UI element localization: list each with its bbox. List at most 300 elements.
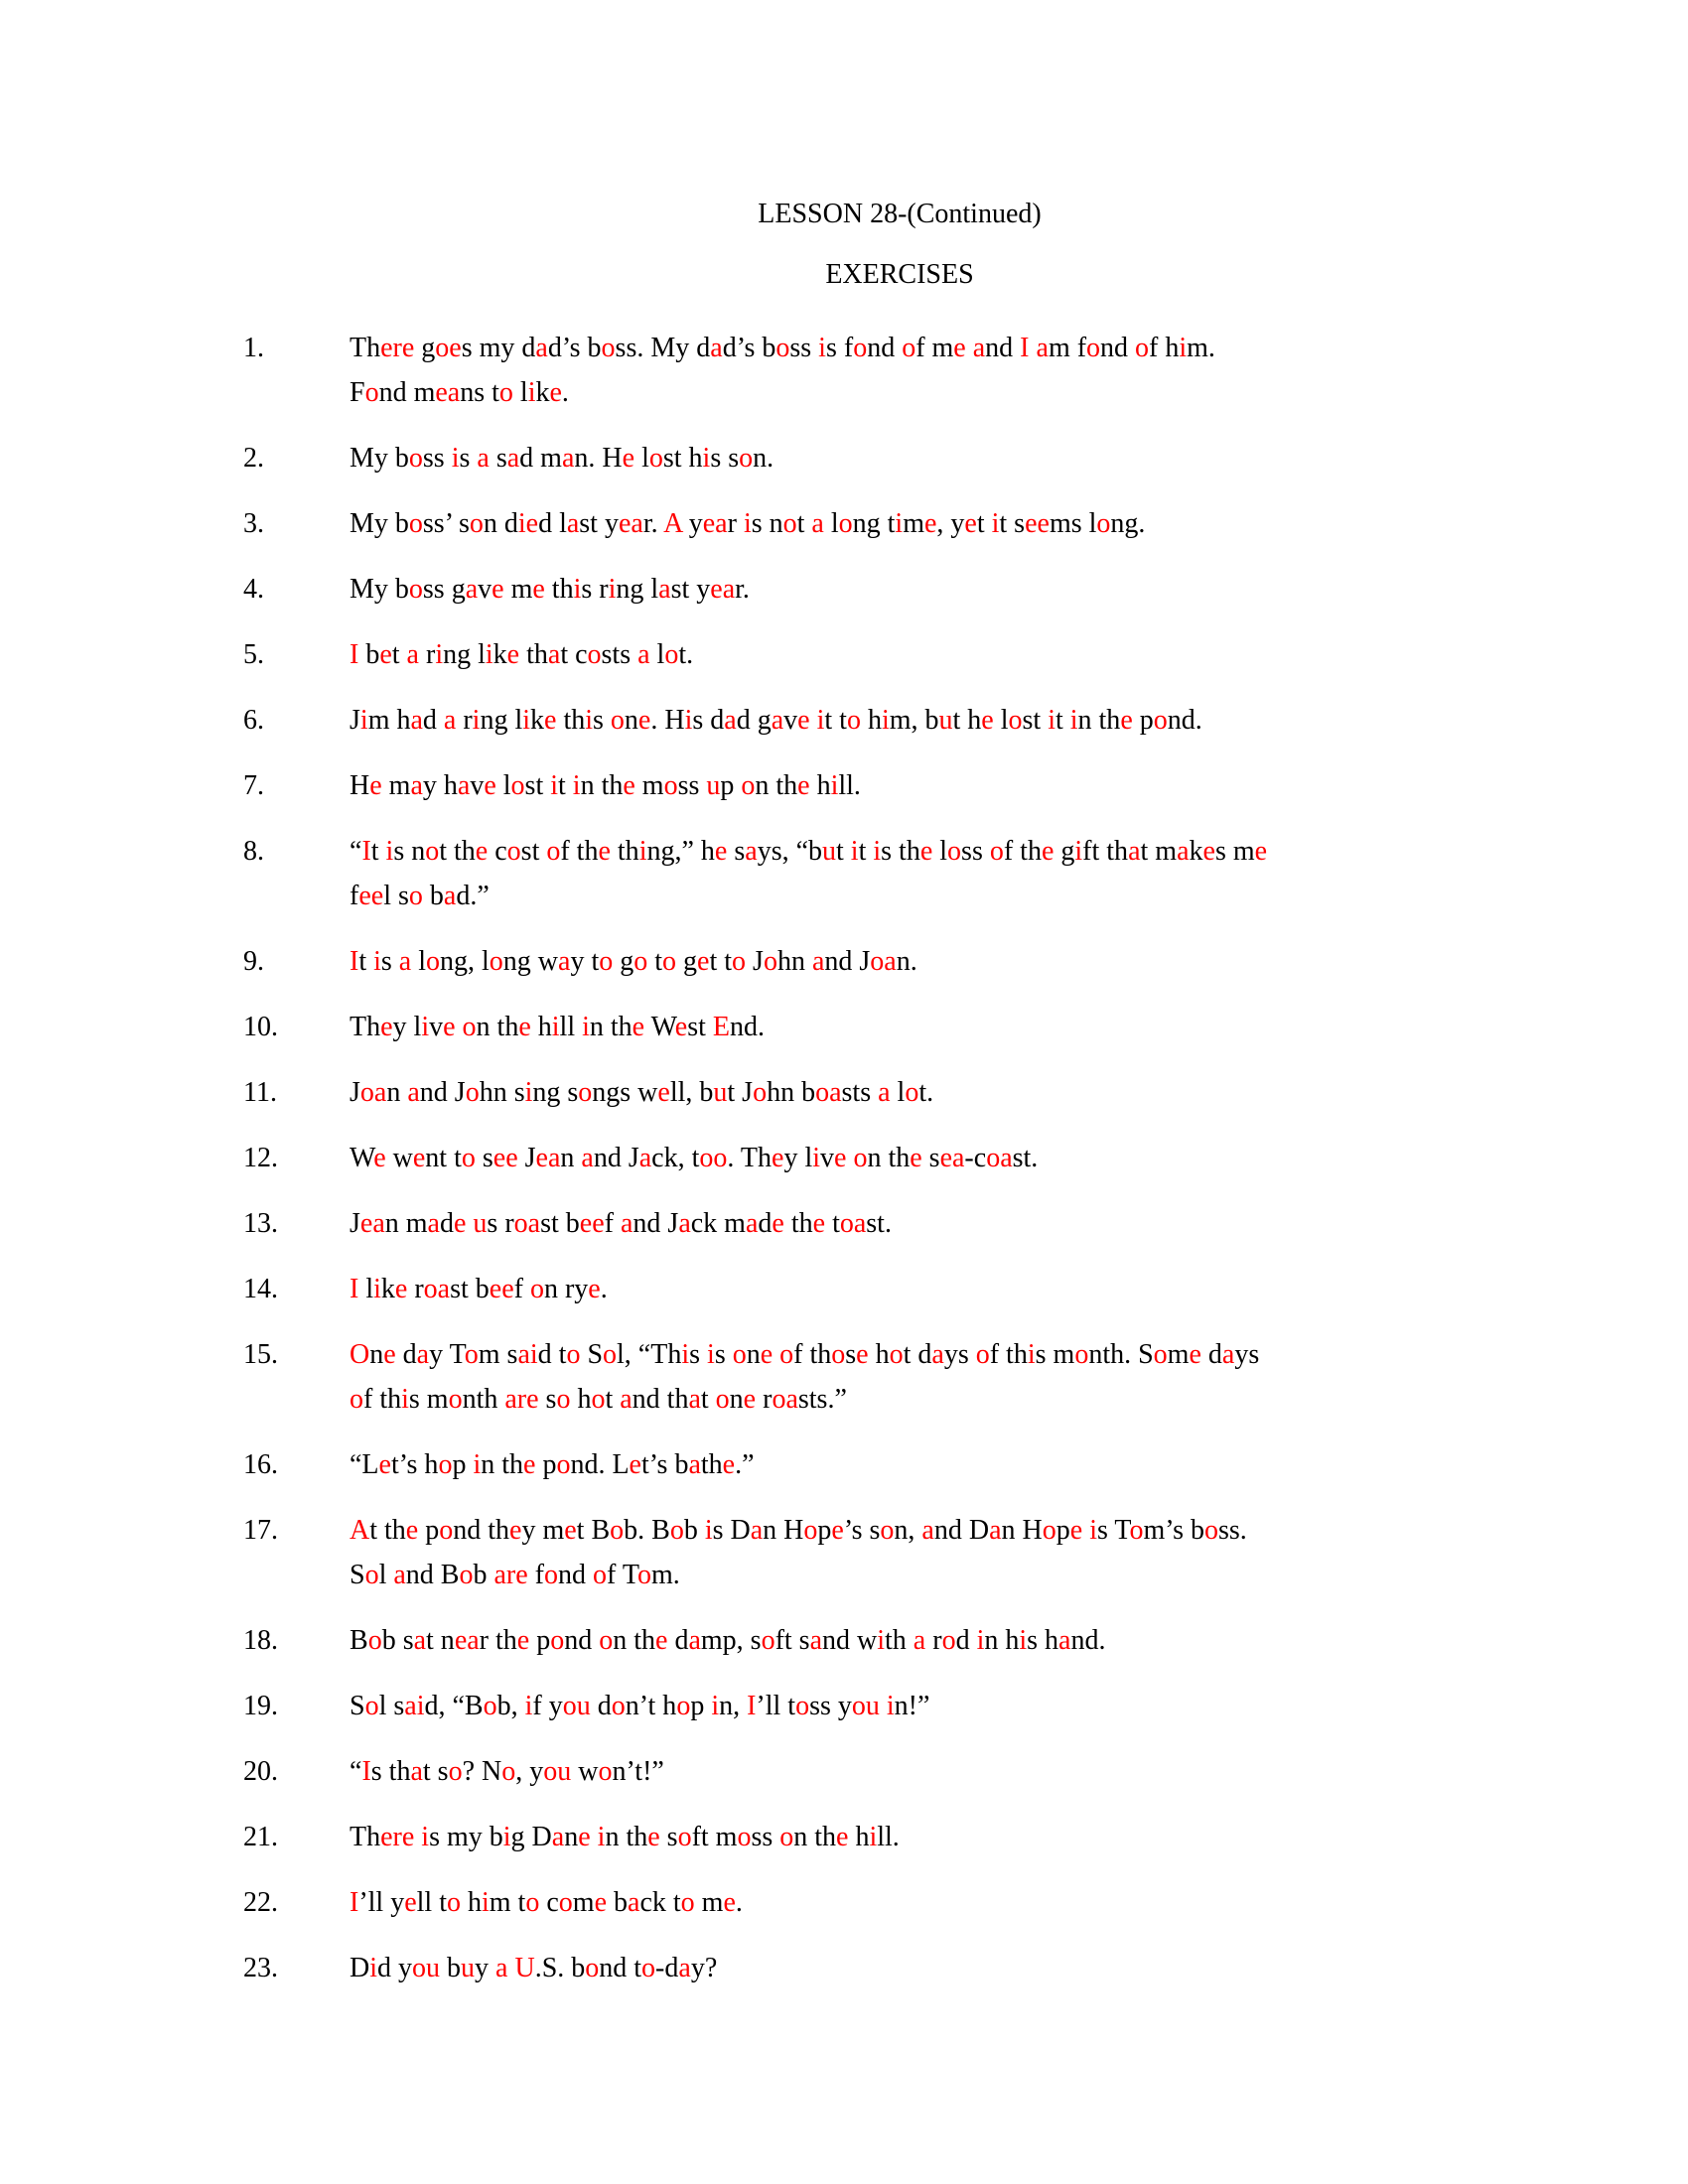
- red-letter: o: [662, 946, 677, 977]
- red-letter: a: [989, 1515, 1002, 1546]
- red-letter: e: [647, 1822, 660, 1852]
- red-letter: i: [550, 770, 559, 801]
- red-letter: u: [822, 836, 837, 867]
- red-letter: a: [457, 770, 471, 801]
- red-letter: e: [380, 1012, 393, 1042]
- red-letter: o: [902, 333, 916, 363]
- red-letter: e: [919, 836, 933, 867]
- red-letter: o: [669, 1515, 684, 1546]
- exercise-number: 3.: [243, 508, 264, 539]
- red-letter: o: [1135, 333, 1150, 363]
- exercise-text: [350, 763, 1450, 808]
- red-letter: o: [448, 1384, 463, 1415]
- red-letter: o: [1008, 705, 1023, 736]
- red-letter: u: [938, 705, 953, 736]
- red-letter: o: [546, 836, 561, 867]
- red-letter: are: [493, 1560, 528, 1590]
- red-letter: e: [836, 1822, 849, 1852]
- red-letter: o: [1153, 1339, 1168, 1370]
- red-letter: a: [410, 705, 423, 736]
- red-letter: i: [573, 574, 582, 605]
- red-letter: o: [741, 770, 756, 801]
- red-letter: ea: [618, 508, 643, 539]
- red-letter: a: [638, 1143, 652, 1173]
- red-letter: e: [772, 1208, 784, 1239]
- exercise-number: 21.: [243, 1822, 278, 1852]
- red-letter: a: [688, 1625, 701, 1656]
- red-letter: e: [1041, 836, 1055, 867]
- red-letter: a: [750, 1515, 764, 1546]
- red-letter: i: [473, 1449, 482, 1480]
- red-letter: o: [636, 1560, 651, 1590]
- exercise-number: 18.: [243, 1625, 278, 1656]
- red-letter: o: [889, 1339, 904, 1370]
- red-letter: o: [558, 1887, 573, 1918]
- red-letter: e: [405, 1515, 419, 1546]
- red-letter: i: [572, 770, 581, 801]
- exercise-text: [350, 1946, 1450, 1990]
- exercise-text: [350, 1267, 1450, 1311]
- red-letter: i: [482, 1887, 490, 1918]
- red-letter: e: [797, 705, 810, 736]
- exercise-item: [243, 567, 1450, 612]
- red-letter: a: [771, 705, 784, 736]
- red-letter: i: [551, 1012, 560, 1042]
- red-letter: o: [408, 508, 423, 539]
- exercise-text: [350, 1880, 1450, 1925]
- red-letter: o: [556, 1384, 571, 1415]
- red-letter: oo: [699, 1143, 728, 1173]
- red-letter: i: [681, 1339, 690, 1370]
- red-letter: e: [404, 1887, 417, 1918]
- red-letter: e: [623, 770, 635, 801]
- red-letter: i: [877, 1625, 886, 1656]
- red-letter: o: [408, 443, 423, 474]
- red-letter: o: [364, 377, 379, 408]
- red-letter: a: [688, 1384, 701, 1415]
- exercise-item: [243, 501, 1450, 546]
- exercise-number: 22.: [243, 1887, 278, 1918]
- red-letter: e: [981, 705, 994, 736]
- red-letter: a: [558, 946, 571, 977]
- exercise-number: 2.: [243, 443, 264, 474]
- red-letter: o: [464, 1339, 479, 1370]
- red-letter: ere: [380, 1822, 415, 1852]
- red-letter: i: [816, 705, 825, 736]
- red-letter: o: [587, 639, 602, 670]
- red-letter: o: [566, 1339, 581, 1370]
- red-letter: o: [732, 1339, 747, 1370]
- red-letter: e: [629, 1449, 641, 1480]
- red-letter: o: [364, 1560, 379, 1590]
- exercise-number: 6.: [243, 705, 264, 736]
- red-letter: o: [941, 1625, 956, 1656]
- red-letter: ea: [454, 1625, 480, 1656]
- red-letter: a: [551, 1822, 565, 1852]
- red-letter: i: [1069, 705, 1078, 736]
- red-letter: i: [830, 770, 839, 801]
- red-letter: o: [364, 1691, 379, 1721]
- red-letter: o: [947, 836, 962, 867]
- red-letter: a: [628, 1887, 640, 1918]
- red-letter: i: [472, 705, 481, 736]
- red-letter: i: [702, 443, 711, 474]
- exercise-number: 4.: [243, 574, 264, 605]
- exercise-item: [243, 1684, 1450, 1728]
- red-letter: ee: [489, 1274, 514, 1304]
- red-letter: o: [761, 1625, 775, 1656]
- exercise-number: 1.: [243, 333, 264, 363]
- red-letter: o: [1153, 705, 1168, 736]
- red-letter: U: [514, 1953, 535, 1983]
- red-letter: o: [1074, 1339, 1089, 1370]
- red-letter: o: [529, 1274, 544, 1304]
- exercise-item: [243, 632, 1450, 677]
- red-letter: i: [527, 377, 536, 408]
- red-letter: i: [743, 508, 752, 539]
- red-letter: e: [373, 1143, 386, 1173]
- red-letter: e: [812, 1208, 826, 1239]
- red-letter: o: [989, 836, 1004, 867]
- red-letter: o: [585, 1953, 600, 1983]
- red-letter: a: [678, 1208, 691, 1239]
- exercise-number: 5.: [243, 639, 264, 670]
- exercise-text: [350, 698, 1450, 743]
- lesson-title: LESSON 28-(Continued): [758, 199, 1042, 229]
- exercise-number: 23.: [243, 1953, 278, 1983]
- red-letter: a: [427, 1208, 440, 1239]
- red-letter: are: [504, 1384, 539, 1415]
- red-letter: e: [516, 1625, 530, 1656]
- red-letter: u: [706, 770, 721, 801]
- red-letter: ie: [517, 508, 539, 539]
- red-letter: e: [532, 574, 545, 605]
- red-letter: o: [1204, 1515, 1218, 1546]
- red-letter: a: [398, 946, 412, 977]
- red-letter: o: [498, 377, 513, 408]
- red-letter: i: [1027, 1339, 1036, 1370]
- red-letter: e: [953, 333, 966, 363]
- red-letter: a: [1036, 333, 1049, 363]
- exercise-number: 19.: [243, 1691, 278, 1721]
- red-letter: e: [622, 443, 635, 474]
- exercise-item: [243, 1070, 1450, 1115]
- red-letter: oe: [435, 333, 462, 363]
- red-letter: o: [775, 333, 790, 363]
- red-letter: oa: [423, 1274, 451, 1304]
- red-letter: i: [421, 1822, 430, 1852]
- red-letter: a: [931, 1339, 944, 1370]
- red-letter: ou: [543, 1756, 572, 1787]
- red-letter: o: [1129, 1515, 1144, 1546]
- red-letter: o: [676, 1691, 691, 1721]
- exercise-text: [350, 326, 1450, 415]
- red-letter: a: [811, 508, 824, 539]
- red-letter: o: [438, 1449, 453, 1480]
- exercise-item: [243, 763, 1450, 808]
- exercise-text: [350, 1201, 1450, 1246]
- red-letter: o: [462, 1012, 477, 1042]
- red-letter: o: [461, 1143, 476, 1173]
- red-letter: ee: [579, 1208, 605, 1239]
- red-letter: o: [782, 508, 797, 539]
- red-letter: ee: [492, 1143, 518, 1173]
- red-letter: i: [451, 443, 460, 474]
- red-letter: o: [610, 705, 625, 736]
- red-letter: i: [707, 1339, 715, 1370]
- exercise-text: [350, 1815, 1450, 1859]
- exercise-line: of this month are so hot and that one roasts.”: [350, 1384, 847, 1415]
- red-letter: a: [566, 508, 580, 539]
- red-letter: ou: [562, 1691, 591, 1721]
- exercise-text: [350, 829, 1450, 918]
- red-letter: i: [850, 836, 859, 867]
- exercise-item: [243, 1136, 1450, 1180]
- red-letter: I: [350, 946, 359, 977]
- red-letter: o: [501, 1756, 516, 1787]
- red-letter: o: [439, 1515, 454, 1546]
- red-letter: o: [1042, 1515, 1056, 1546]
- red-letter: e: [549, 377, 562, 408]
- red-letter: i: [524, 1691, 533, 1721]
- red-letter: ea: [535, 1143, 561, 1173]
- red-letter: a: [809, 1625, 822, 1656]
- red-letter: oa: [772, 1384, 798, 1415]
- exercise-line: We went to see Jean and Jack, too. They live on the sea-coast.: [350, 1143, 1039, 1173]
- exercise-item: [243, 1442, 1450, 1487]
- red-letter: oa: [870, 946, 897, 977]
- red-letter: o: [350, 1384, 363, 1415]
- red-letter: o: [610, 1515, 625, 1546]
- red-letter: e: [1254, 836, 1268, 867]
- red-letter: a: [465, 574, 479, 605]
- red-letter: a: [1177, 836, 1190, 867]
- exercise-line: “Is that so? No, you won’t!”: [350, 1756, 664, 1787]
- red-letter: I: [361, 836, 371, 867]
- red-letter: e: [492, 574, 504, 605]
- red-letter: i: [373, 946, 381, 977]
- exercise-line: There is my big Dane in the soft moss on the hill.: [350, 1822, 900, 1852]
- red-letter: i: [485, 639, 493, 670]
- red-letter: i: [373, 1274, 381, 1304]
- red-letter: a: [443, 881, 457, 911]
- red-letter: e: [378, 1449, 391, 1480]
- red-letter: i: [1074, 836, 1083, 867]
- red-letter: e: [772, 1143, 784, 1173]
- exercise-item: [243, 1880, 1450, 1925]
- red-letter: e: [383, 1339, 396, 1370]
- red-letter: i: [638, 836, 647, 867]
- red-letter: o: [846, 705, 861, 736]
- red-letter: i: [711, 1691, 720, 1721]
- red-letter: a: [710, 333, 723, 363]
- exercise-line: They live on the hill in the West End.: [350, 1012, 766, 1042]
- red-letter: o: [367, 1625, 382, 1656]
- red-letter: e: [518, 1012, 531, 1042]
- red-letter: oa: [986, 1143, 1013, 1173]
- red-letter: e: [379, 639, 392, 670]
- red-letter: o: [593, 1560, 607, 1590]
- exercise-number: 13.: [243, 1208, 278, 1239]
- red-letter: o: [779, 1339, 794, 1370]
- red-letter: a: [1128, 836, 1141, 867]
- red-letter: a: [561, 443, 575, 474]
- red-letter: a: [745, 836, 758, 867]
- red-letter: e: [723, 1887, 736, 1918]
- red-letter: i: [1089, 1515, 1097, 1546]
- red-letter: ou: [412, 1953, 441, 1983]
- red-letter: A: [663, 508, 682, 539]
- red-letter: i: [812, 1143, 820, 1173]
- red-letter: ea: [359, 1208, 385, 1239]
- red-letter: o: [1096, 508, 1111, 539]
- red-letter: i: [1179, 333, 1188, 363]
- red-letter: i: [369, 1953, 378, 1983]
- exercise-text: [350, 939, 1450, 984]
- red-letter: a: [658, 574, 671, 605]
- exercise-line: Bob sat near the pond on the damp, soft sand with a rod in his hand.: [350, 1625, 1106, 1656]
- exercise-item: [243, 1201, 1450, 1246]
- red-letter: i: [585, 705, 594, 736]
- red-letter: e: [564, 1515, 577, 1546]
- exercise-number: 20.: [243, 1756, 278, 1787]
- red-letter: o: [408, 881, 423, 911]
- red-letter: ai: [404, 1691, 425, 1721]
- red-letter: o: [469, 508, 484, 539]
- red-letter: i: [684, 705, 693, 736]
- red-letter: a: [620, 1208, 633, 1239]
- red-letter: e: [674, 1012, 688, 1042]
- red-letter: e: [578, 1822, 591, 1852]
- red-letter: o: [465, 1077, 480, 1108]
- red-letter: o: [544, 1560, 558, 1590]
- exercise-line: He may have lost it in the moss up on the hill.: [350, 770, 861, 801]
- red-letter: o: [598, 1756, 613, 1787]
- exercise-text: [350, 436, 1450, 480]
- red-letter: oa: [815, 1077, 842, 1108]
- exercise-item: [243, 1749, 1450, 1794]
- exercise-line: “It is not the cost of the thing,” he says, “but it is the loss of the gift that makes me: [350, 836, 1268, 867]
- red-letter: I: [350, 1274, 359, 1304]
- exercise-list: [243, 326, 1450, 1990]
- red-letter: O: [350, 1339, 370, 1370]
- red-letter: u: [473, 1208, 488, 1239]
- red-letter: o: [680, 1887, 695, 1918]
- red-letter: o: [853, 333, 868, 363]
- red-letter: o: [601, 333, 616, 363]
- red-letter: e: [760, 1339, 774, 1370]
- exercise-line: Jim had a ring like this one. His dad gave it to him, but he lost it in the pond.: [350, 705, 1202, 736]
- red-letter: i: [359, 705, 368, 736]
- exercise-line: Fond means to like.: [350, 377, 569, 408]
- red-letter: a: [913, 1625, 926, 1656]
- red-letter: a: [410, 1756, 423, 1787]
- red-letter: a: [535, 333, 548, 363]
- red-letter: I: [350, 639, 359, 670]
- exercise-line: I like roast beef on rye.: [350, 1274, 608, 1304]
- red-letter: e: [743, 1384, 757, 1415]
- red-letter: E: [712, 1012, 731, 1042]
- red-letter: o: [664, 639, 679, 670]
- red-letter: o: [905, 1077, 919, 1108]
- red-letter: o: [448, 1756, 463, 1787]
- exercise-text: [350, 632, 1450, 677]
- red-letter: i: [881, 705, 890, 736]
- red-letter: a: [413, 1625, 427, 1656]
- red-letter: a: [547, 639, 561, 670]
- red-letter: i: [704, 1515, 713, 1546]
- exercise-line: I bet a ring like that costs a lot.: [350, 639, 694, 670]
- red-letter: o: [753, 1077, 768, 1108]
- red-letter: o: [975, 1339, 990, 1370]
- red-letter: i: [421, 1012, 430, 1042]
- red-letter: o: [737, 1822, 752, 1852]
- exercise-line: At the pond they met Bob. Bob is Dan Hope’s son, and Dan Hope is Tom’s boss.: [350, 1515, 1247, 1546]
- red-letter: e: [369, 770, 382, 801]
- red-letter: o: [408, 574, 423, 605]
- exercise-line: I’ll yell to him to come back to me.: [350, 1887, 743, 1918]
- red-letter: o: [732, 946, 747, 977]
- red-letter: a: [878, 1077, 891, 1108]
- red-letter: a: [506, 443, 520, 474]
- red-letter: o: [779, 1822, 794, 1852]
- red-letter: e: [657, 1077, 670, 1108]
- red-letter: i: [1019, 1625, 1028, 1656]
- red-letter: e: [443, 1012, 456, 1042]
- exercise-item: [243, 939, 1450, 984]
- exercise-text: [350, 1508, 1450, 1597]
- red-letter: o: [880, 1515, 895, 1546]
- red-letter: e: [714, 836, 728, 867]
- red-letter: e: [632, 1012, 645, 1042]
- red-letter: i: [873, 836, 882, 867]
- exercise-number: 10.: [243, 1012, 278, 1042]
- exercise-line: Sol said, “Bob, if you don’t hop in, I’ll toss you in!”: [350, 1691, 930, 1721]
- exercise-item: [243, 829, 1450, 918]
- exercise-text: [350, 1442, 1450, 1487]
- exercise-number: 8.: [243, 836, 264, 867]
- red-letter: a: [393, 1560, 406, 1590]
- red-letter: ea: [702, 508, 728, 539]
- red-letter: o: [425, 836, 440, 867]
- exercise-line: “Let’s hop in the pond. Let’s bathe.”: [350, 1449, 755, 1480]
- red-letter: i: [991, 508, 1000, 539]
- exercise-item: [243, 1618, 1450, 1663]
- red-letter: o: [591, 1384, 606, 1415]
- red-letter: e: [475, 836, 489, 867]
- exercise-text: [350, 1749, 1450, 1794]
- exercise-text: [350, 1136, 1450, 1180]
- red-letter: o: [426, 946, 441, 977]
- red-letter: e: [910, 1143, 922, 1173]
- red-letter: o: [578, 1077, 593, 1108]
- red-letter: e: [594, 1887, 607, 1918]
- red-letter: a: [406, 639, 419, 670]
- exercise-number: 16.: [243, 1449, 278, 1480]
- red-letter: o: [1086, 333, 1101, 363]
- red-letter: i: [502, 1822, 511, 1852]
- red-letter: ee: [1025, 508, 1050, 539]
- red-letter: o: [831, 1339, 846, 1370]
- exercise-item: [243, 1508, 1450, 1597]
- exercise-line: feel so bad.”: [350, 881, 490, 911]
- red-letter: a: [1221, 1339, 1235, 1370]
- red-letter: e: [1120, 705, 1133, 736]
- exercise-item: [243, 1946, 1450, 1990]
- red-letter: I: [1020, 333, 1030, 363]
- red-letter: o: [795, 1691, 810, 1721]
- red-letter: i: [818, 333, 826, 363]
